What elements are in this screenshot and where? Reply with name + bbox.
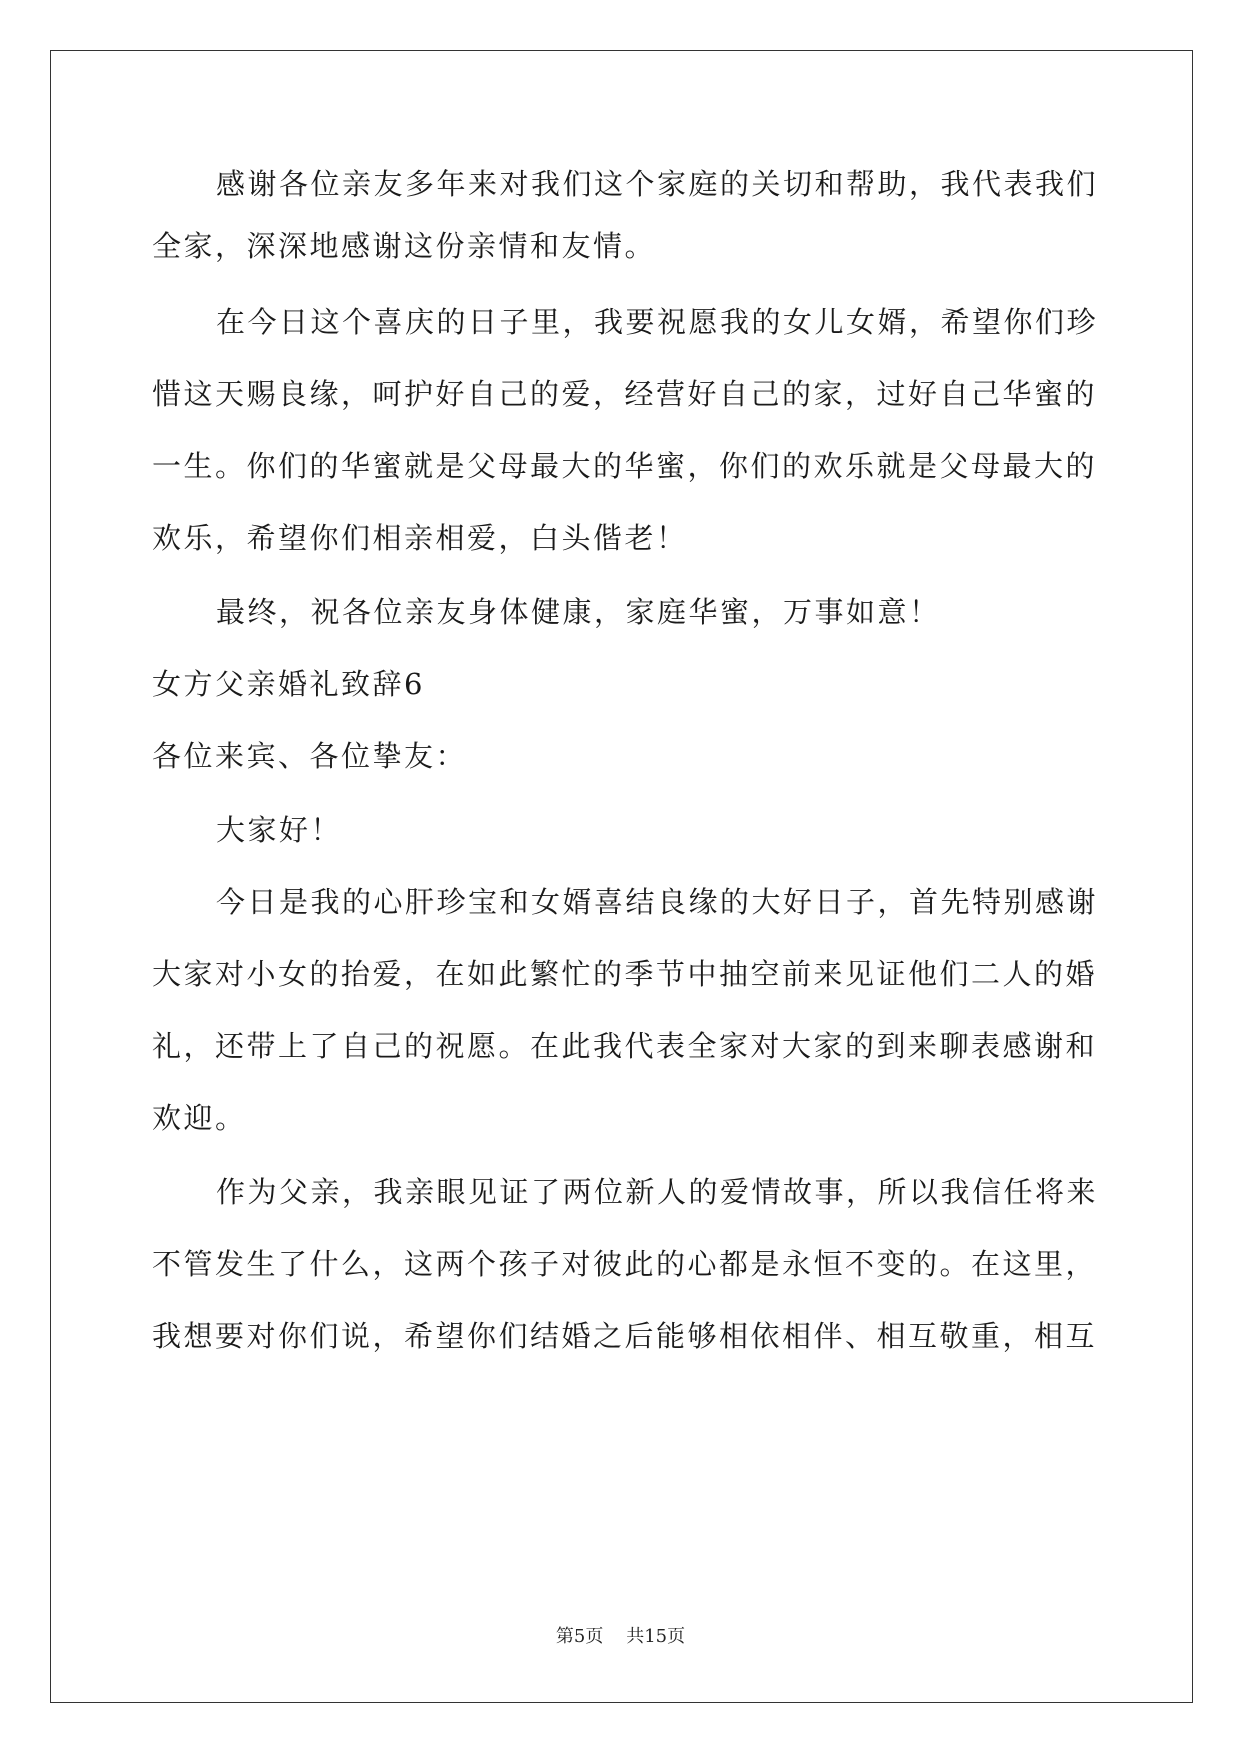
paragraph-line: 在今日这个喜庆的日子里，我要祝愿我的女儿女婿，希望你们珍 <box>216 305 1099 339</box>
paragraph-line: 最终，祝各位亲友身体健康，家庭华蜜，万事如意！ <box>216 595 941 629</box>
paragraph-line: 一生。你们的华蜜就是父母最大的华蜜，你们的欢乐就是父母最大的 <box>152 449 1098 483</box>
page-footer <box>0 1625 1241 1649</box>
page-total: 共15页 <box>626 1626 686 1647</box>
paragraph-line: 今日是我的心肝珍宝和女婿喜结良缘的大好日子，首先特别感谢 <box>216 885 1099 919</box>
paragraph-line: 作为父亲，我亲眼见证了两位新人的爱情故事，所以我信任将来 <box>216 1175 1099 1209</box>
paragraph-line: 礼，还带上了自己的祝愿。在此我代表全家对大家的到来聊表感谢和 <box>152 1029 1098 1063</box>
paragraph-line: 感谢各位亲友多年来对我们这个家庭的关切和帮助，我代表我们 <box>216 167 1099 201</box>
greeting: 大家好！ <box>216 813 343 847</box>
paragraph-line: 全家，深深地感谢这份亲情和友情。 <box>152 229 657 263</box>
paragraph-line: 不管发生了什么，这两个孩子对彼此的心都是永恒不变的。在这里， <box>152 1247 1098 1281</box>
section-heading: 女方父亲婚礼致辞6 <box>152 667 425 701</box>
paragraph-line: 我想要对你们说，希望你们结婚之后能够相依相伴、相互敬重，相互 <box>152 1319 1098 1353</box>
paragraph-line: 惜这天赐良缘，呵护好自己的爱，经营好自己的家，过好自己华蜜的 <box>152 377 1098 411</box>
salutation: 各位来宾、各位挚友： <box>152 739 468 773</box>
page-border <box>50 50 1193 1703</box>
paragraph-line: 大家对小女的抬爱，在如此繁忙的季节中抽空前来见证他们二人的婚 <box>152 957 1098 991</box>
paragraph-line: 欢乐，希望你们相亲相爱，白头偕老！ <box>152 521 688 555</box>
page-number: 第5页 <box>555 1626 604 1647</box>
paragraph-line: 欢迎。 <box>152 1101 247 1135</box>
